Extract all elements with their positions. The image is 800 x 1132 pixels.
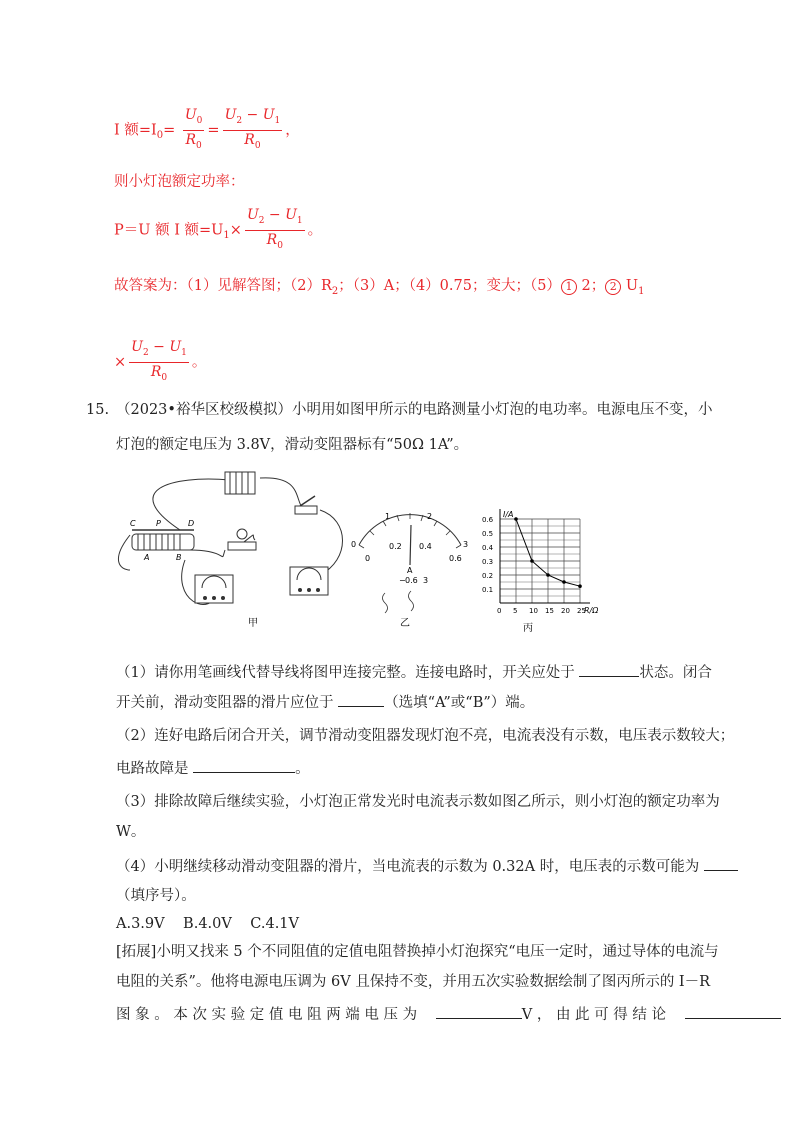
- svg-text:B: B: [176, 553, 182, 562]
- fraction-u2-u1-r0-c: $\frac{U_2 - U_1}{R_0}$: [131, 339, 187, 383]
- fraction-u0-r0: $\frac{U_0}{R_0}$: [184, 107, 203, 151]
- circle-number-2: 2: [605, 279, 621, 295]
- y-tick-label: 0.2: [482, 572, 494, 580]
- lamp-icon: [228, 529, 256, 550]
- q2-line-b: 电路故障是 。: [116, 758, 310, 779]
- x-tick-label: 15: [545, 607, 554, 615]
- data-point: [514, 517, 518, 521]
- svg-text:3: 3: [463, 540, 469, 549]
- final-answer-continued: × $\frac{U_2 - U_1}{R_0}$ 。: [114, 338, 206, 387]
- ammeter-dial-figure: [345, 505, 475, 635]
- svg-text:1: 1: [385, 512, 391, 521]
- svg-text:2: 2: [427, 512, 433, 521]
- x-tick-label: 10: [529, 607, 538, 615]
- x-tick-label: 0: [497, 607, 502, 615]
- rated-current-label: I 额=I: [114, 122, 157, 139]
- power-equation: P＝U 额 I 额$=U_1\times$ $\frac{U_2 - U_1}{R_0}$ 。: [114, 206, 322, 255]
- rheostat-icon: [130, 519, 194, 562]
- data-point: [530, 559, 534, 563]
- x-axis-label: R/Ω: [584, 606, 598, 615]
- fig-label-yi: 乙: [400, 618, 410, 629]
- blank-slider-end[interactable]: [338, 692, 384, 707]
- blank-switch-state[interactable]: [579, 662, 639, 677]
- fig-label-jia: 甲: [248, 618, 258, 629]
- x-tick-label: 25: [577, 607, 586, 615]
- circle-number-1: 1: [561, 279, 577, 295]
- ammeter-icon: [290, 567, 328, 595]
- blank-conclusion[interactable]: [685, 1004, 781, 1019]
- svg-text:A: A: [407, 566, 413, 575]
- svg-text:P: P: [156, 519, 161, 528]
- voltmeter-icon: [195, 575, 233, 603]
- extension-line-2: 电阻的关系”。他将电源电压调为 6V 且保持不变，并用五次实验数据绘制了图丙所示的 I－R: [116, 974, 711, 990]
- extension-line-3: 图 象 。 本 次 实 验 定 值 电 阻 两 端 电 压 为 V ， 由 此 可 得 结 论: [116, 1004, 781, 1025]
- y-tick-label: 0.6: [482, 516, 494, 524]
- x-tick-label: 20: [561, 607, 570, 615]
- y-tick-label: 0.1: [482, 586, 494, 594]
- question-line-2: 灯泡的额定电压为 3.8V，滑动变阻器标有“50Ω 1A”。: [116, 437, 469, 453]
- ir-chart: [478, 505, 598, 635]
- fig-label-bing: 丙: [523, 623, 533, 634]
- q1-line-a: （1）请你用笔画线代替导线将图甲连接完整。连接电路时，开关应处于 状态。闭合: [116, 662, 712, 683]
- battery-icon: [225, 472, 255, 494]
- blank-circuit-fault[interactable]: [193, 758, 295, 773]
- svg-text:−: −: [399, 576, 406, 585]
- svg-text:0.2: 0.2: [389, 542, 402, 551]
- svg-text:A: A: [144, 553, 150, 562]
- q2-line-a: （2）连好电路后闭合开关，调节滑动变阻器发现灯泡不亮，电流表没有示数，电压表示数较大；: [116, 728, 735, 744]
- data-point: [562, 580, 566, 584]
- blank-voltage-option[interactable]: [704, 856, 738, 871]
- svg-text:0: 0: [365, 554, 371, 563]
- power-intro: 则小灯泡额定功率：: [114, 174, 245, 190]
- blank-resistor-voltage[interactable]: [436, 1004, 522, 1019]
- y-tick-label: 0.4: [482, 544, 494, 552]
- q1-line-b: 开关前，滑动变阻器的滑片应位于 （选填“A”或“B”）端。: [116, 692, 534, 713]
- fraction-u2-u1-r0: $\frac{U_2 - U_1}{R_0}$: [224, 107, 281, 151]
- options-line: A.3.9V B.4.0V C.4.1V: [116, 916, 299, 932]
- svg-text:C: C: [130, 519, 136, 528]
- fraction-u2-u1-r0-b: $\frac{U_2 - U_1}{R_0}$: [246, 207, 303, 251]
- y-tick-label: 0.5: [482, 530, 494, 538]
- final-answer: 故答案为：（1）见解答图；$(2)R_2$；（3）A；（4）0.75；变大；（5） 1 2； 2 $U_1$: [114, 278, 645, 297]
- q3-line-a: （3）排除故障后继续实验，小灯泡正常发光时电流表示数如图乙所示，则小灯泡的额定功率为: [116, 794, 720, 810]
- y-tick-label: 0.3: [482, 558, 494, 566]
- svg-text:0.4: 0.4: [419, 542, 432, 551]
- x-tick-label: 5: [513, 607, 518, 615]
- data-point: [546, 573, 550, 577]
- svg-text:0.6: 0.6: [449, 554, 462, 563]
- question-line-1: （2023•裕华区校级模拟）小明用如图甲所示的电路测量小灯泡的电功率。电源电压不变，小: [116, 402, 713, 418]
- svg-text:0.6: 0.6: [405, 576, 418, 585]
- rated-current-equation: I 额$=I_0=$ $\frac{U_0}{R_0}$ = $\frac{U_2 - U_1}{R_0}$ ，: [114, 106, 300, 155]
- question-number: 15.: [86, 402, 110, 418]
- q4-line-b: （填序号）。: [116, 888, 196, 904]
- y-axis-label: I/A: [503, 510, 514, 519]
- q3-line-b: W。: [116, 824, 146, 840]
- circuit-figure: [110, 470, 355, 630]
- q4-line-a: （4）小明继续移动滑动变阻器的滑片，当电流表的示数为 0.32A 时，电压表的示数可能为: [116, 856, 738, 877]
- data-point: [578, 584, 582, 588]
- svg-text:0: 0: [351, 540, 357, 549]
- svg-text:D: D: [188, 519, 195, 528]
- extension-line-1: [拓展]小明又找来 5 个不同阻值的定值电阻替换掉小灯泡探究“电压一定时，通过导体的电流与: [116, 944, 719, 960]
- svg-text:3: 3: [423, 576, 429, 585]
